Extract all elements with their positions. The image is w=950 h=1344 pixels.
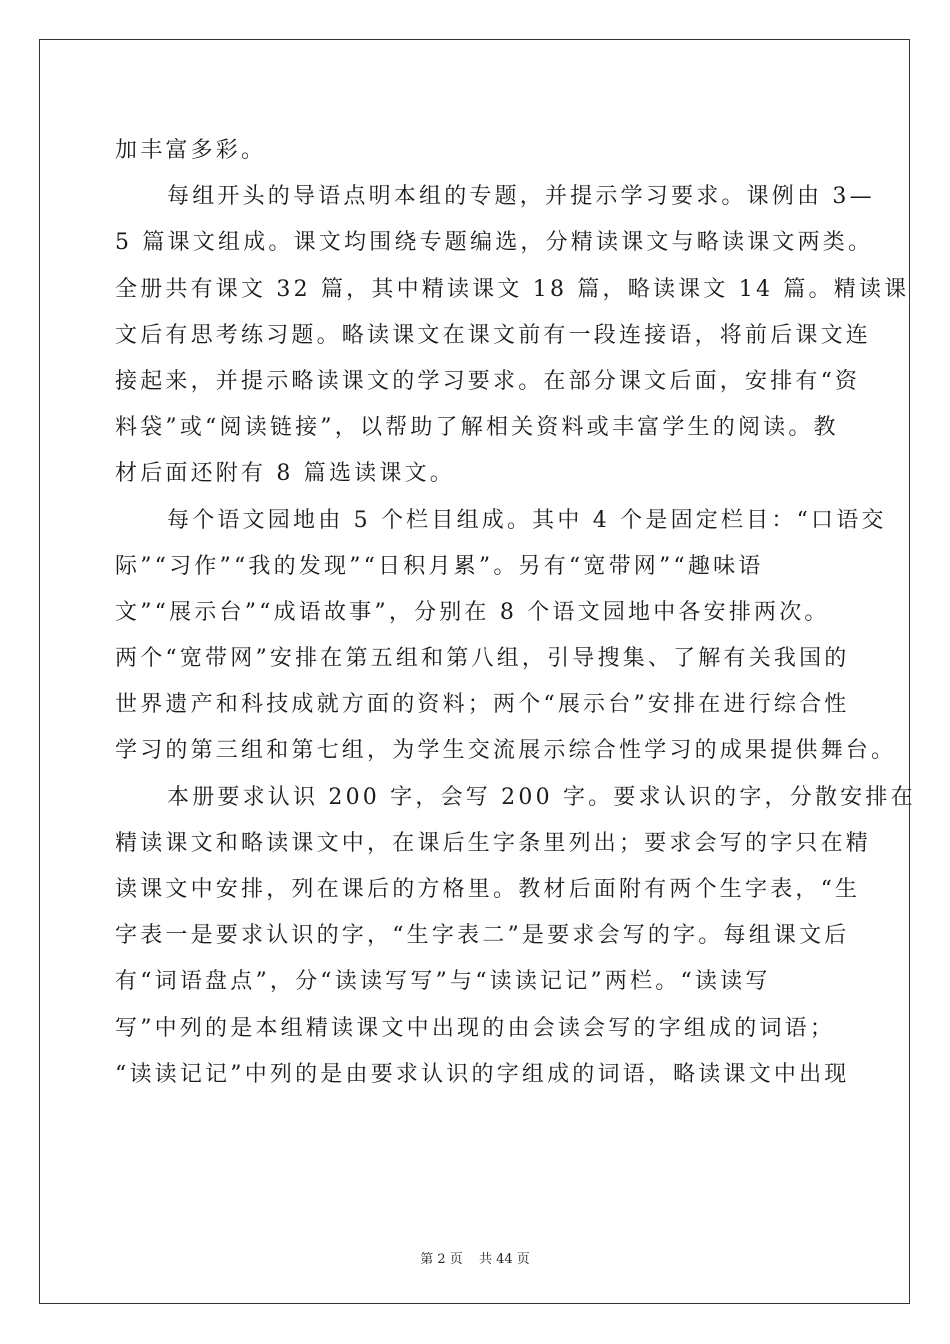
text-line: 写”中列的是本组精读课文中出现的由会读会写的字组成的词语； (115, 1015, 836, 1041)
text-line: “读读记记”中列的是由要求认识的字组成的词语，略读课文中出现 (115, 1061, 850, 1087)
text-line: 两个“宽带网”安排在第五组和第八组，引导搜集、了解有关我国的 (115, 646, 850, 672)
text-line: 每组开头的导语点明本组的专题，并提示学习要求。课例由 3— (167, 184, 875, 210)
text-line: 文后有思考练习题。略读课文在课文前有一段连接语，将前后课文连 (115, 322, 872, 348)
document-body (115, 128, 916, 1098)
text-line: 读课文中安排，列在课后的方格里。教材后面附有两个生字表，“生 (115, 877, 861, 902)
text-line: 5 篇课文组成。课文均围绕专题编选，分精读课文与略读课文两类。 (115, 230, 874, 256)
text-line: 每个语文园地由 5 个栏目组成。其中 4 个是固定栏目：“口语交 (167, 507, 887, 533)
text-line: 全册共有课文 32 篇，其中精读课文 18 篇，略读课文 14 篇。精读课 (115, 276, 910, 302)
text-line: 世界遗产和科技成就方面的资料；两个“展示台”安排在进行综合性 (115, 692, 850, 718)
text-line: 接起来，并提示略读课文的学习要求。在部分课文后面，安排有“资 (115, 368, 861, 394)
text-line: 材后面还附有 8 篇选读课文。 (115, 461, 455, 487)
page-footer (0, 1248, 950, 1267)
text-line: 精读课文和略读课文中，在课后生字条里列出；要求会写的字只在精 (115, 830, 872, 856)
text-line: 学习的第三组和第七组，为学生交流展示综合性学习的成果提供舞台。 (115, 738, 897, 764)
text-line: 料袋”或“阅读链接”，以帮助了解相关资料或丰富学生的阅读。教 (115, 415, 839, 441)
page-number: 第 2 页 (420, 1252, 463, 1267)
text-line: 本册要求认识 200 字，会写 200 字。要求认识的字，分散安排在 (167, 784, 916, 810)
page-total: 共 44 页 (478, 1252, 530, 1267)
text-line: 文”“展示台”“成语故事”，分别在 8 个语文园地中各安排两次。 (115, 599, 830, 625)
text-line: 有“词语盘点”，分“读读写写”与“读读记记”两栏。“读读写 (115, 969, 771, 995)
text-line: 加丰富多彩。 (115, 138, 267, 163)
text-line: 字表一是要求认识的字，“生字表二”是要求会写的字。每组课文后 (115, 923, 850, 949)
text-line: 际”“习作”“我的发现”“日积月累”。另有“宽带网”“趣味语 (115, 553, 764, 579)
